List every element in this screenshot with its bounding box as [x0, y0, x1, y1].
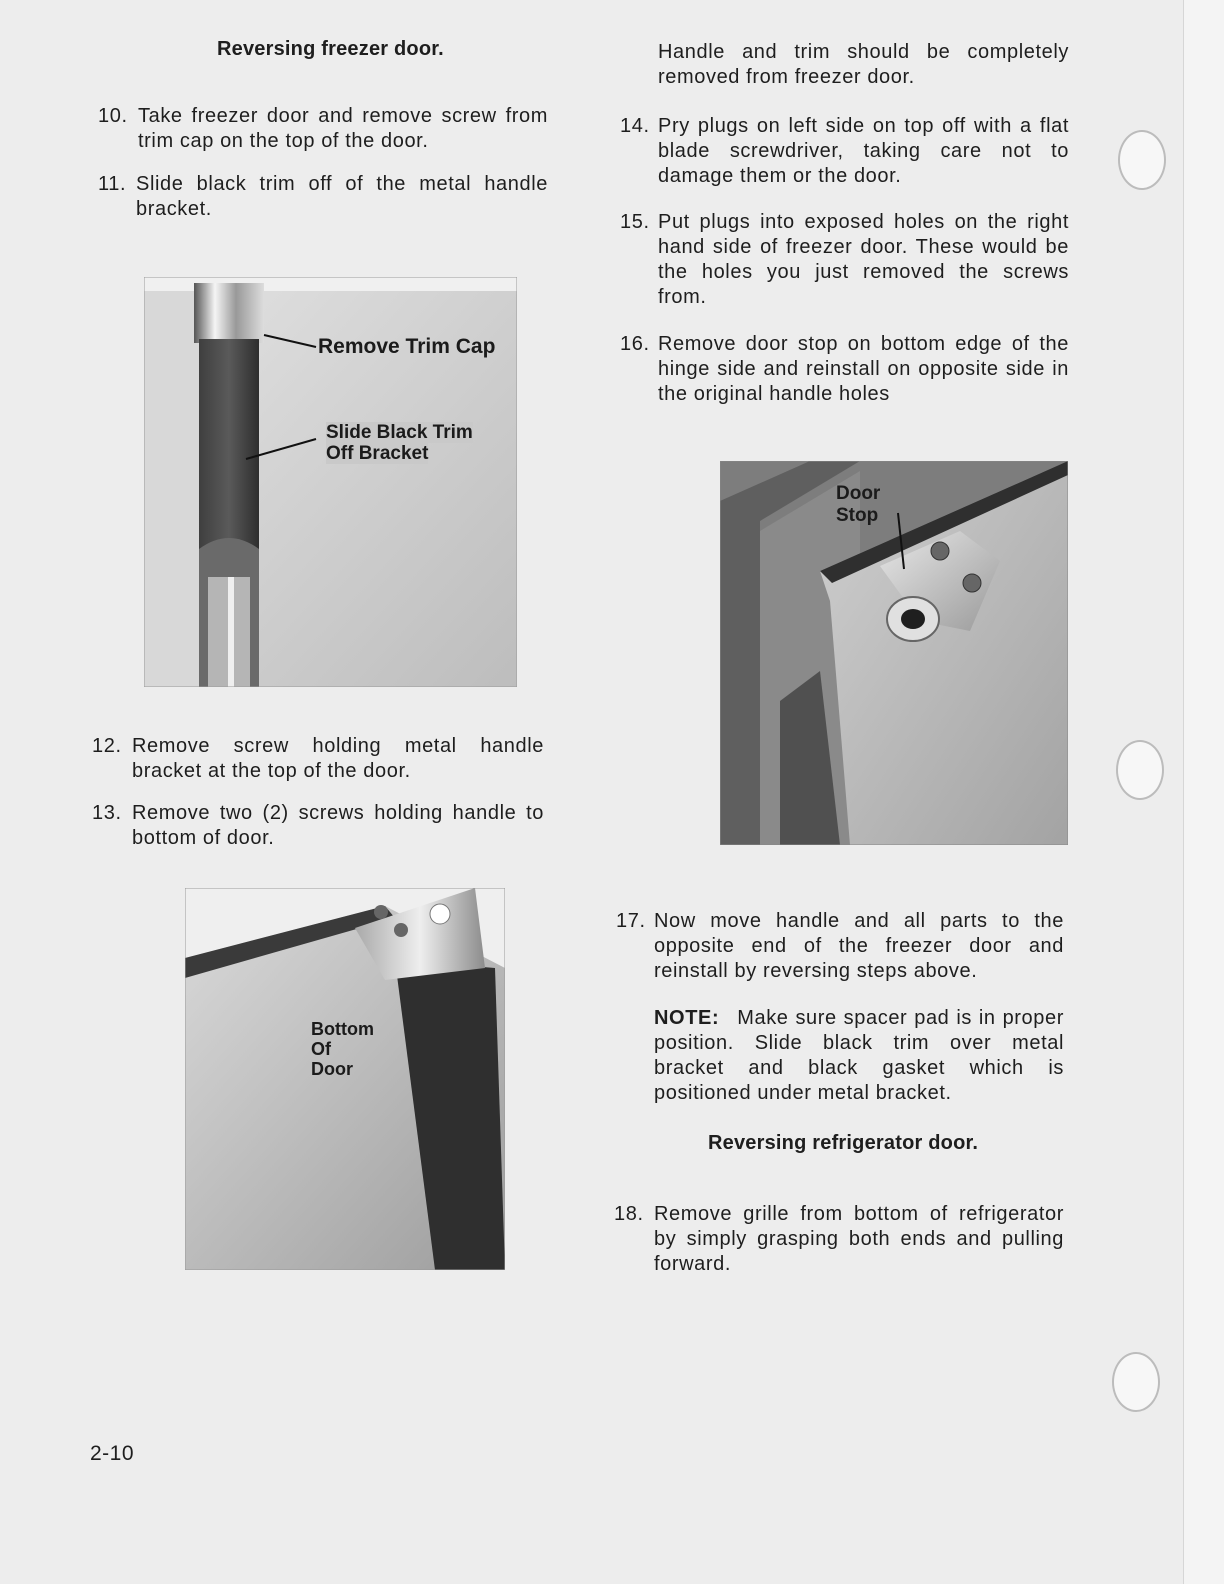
step-13 — [92, 801, 544, 851]
step-text: Take freezer door and remove screw from trim cap on the top of the door. — [138, 105, 548, 152]
step-text: Remove grille from bottom of refrigerator by simply grasping both ends and pulling forward. — [654, 1203, 1064, 1275]
label-door-stop-1: Door — [836, 483, 881, 504]
step-text: Slide black trim off of the metal handle bracket. — [136, 173, 548, 220]
label-door: Door — [311, 1059, 353, 1079]
page-number: 2-10 — [90, 1442, 135, 1465]
label-slide-black-trim: Slide Black Trim — [326, 422, 473, 443]
step-number: 18. — [614, 1203, 644, 1225]
step-17 — [616, 909, 1064, 984]
note-block — [654, 1006, 1064, 1106]
section-heading-refrigerator: Reversing refrigerator door. — [708, 1132, 979, 1154]
step-15 — [620, 210, 1069, 310]
binder-hole — [1118, 130, 1166, 190]
step-12 — [92, 734, 544, 784]
step-number: 11. — [98, 173, 127, 195]
label-off-bracket: Off Bracket — [326, 443, 429, 464]
step-text: Now move handle and all parts to the opposite end of the freezer door and reinstall by reversing steps above. — [654, 910, 1064, 982]
step-11 — [98, 172, 548, 222]
note-label: NOTE: — [654, 1007, 720, 1029]
photo-trim-cap — [144, 277, 517, 687]
label-remove-trim-cap: Remove Trim Cap — [318, 335, 496, 358]
section-heading-freezer: Reversing freezer door. — [217, 38, 444, 60]
step-18 — [614, 1202, 1064, 1277]
step-text: Pry plugs on left side on top off with a flat blade screwdriver, taking care not to damage them or the door. — [658, 115, 1069, 187]
step-text: Remove screw holding metal handle bracket at the top of the door. — [132, 735, 544, 782]
step-text: Remove two (2) screws holding handle to bottom of door. — [132, 802, 544, 849]
step-number: 17. — [616, 910, 646, 932]
step-text: Put plugs into exposed holes on the right hand side of freezer door. These would be the holes you just removed the screws from. — [658, 211, 1069, 308]
binder-hole — [1112, 1352, 1160, 1412]
label-door-stop-2: Stop — [836, 505, 879, 526]
step-number: 16. — [620, 333, 650, 355]
label-bottom: Bottom — [311, 1019, 374, 1039]
step-16 — [620, 332, 1069, 407]
page-edge — [1183, 0, 1224, 1584]
label-of: Of — [311, 1039, 331, 1059]
step-number: 14. — [620, 115, 650, 137]
step-number: 15. — [620, 211, 650, 233]
step-number: 10. — [98, 105, 128, 127]
photo-bottom-of-door — [185, 888, 505, 1270]
trim-cap-shape — [194, 283, 264, 343]
binder-hole — [1116, 740, 1164, 800]
step-10 — [98, 104, 548, 154]
black-trim-shape — [199, 339, 259, 549]
step-number: 13. — [92, 802, 122, 824]
step-text: Remove door stop on bottom edge of the hinge side and reinstall on opposite side in the original handle holes — [658, 333, 1069, 405]
step-14 — [620, 114, 1069, 189]
intro-note: Handle and trim should be completely removed from freezer door. — [658, 41, 1069, 88]
note-text: Make sure spacer pad is in proper position. Slide black trim over metal bracket and black gasket which is positioned under metal bracket. — [654, 1007, 1064, 1104]
step-number: 12. — [92, 735, 122, 757]
photo-door-stop — [720, 461, 1068, 845]
